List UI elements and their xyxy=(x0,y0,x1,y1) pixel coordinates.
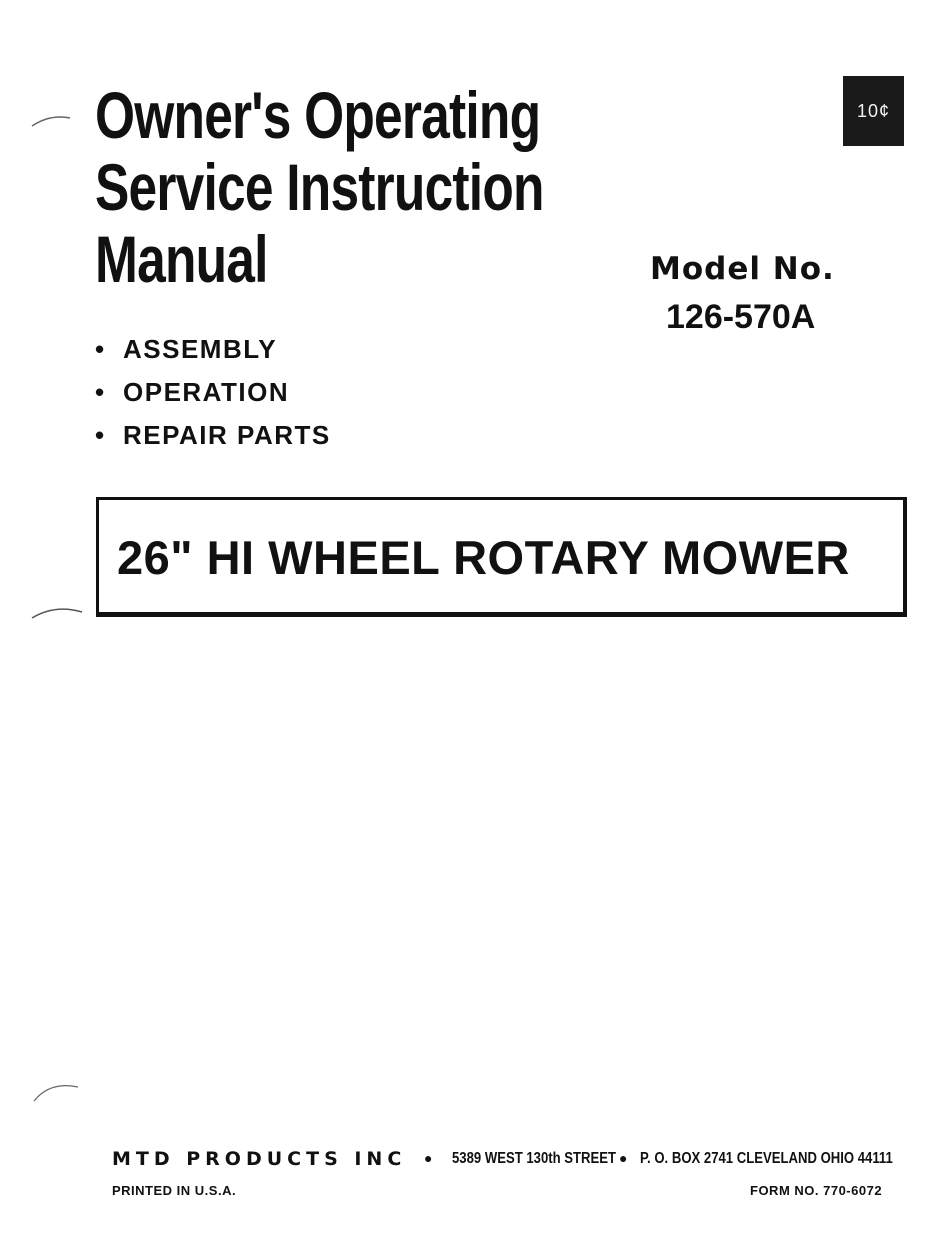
scan-mark-bottom-left xyxy=(30,1075,90,1105)
separator-dot: ● xyxy=(619,1150,628,1166)
street-address: 5389 WEST 130th STREET xyxy=(452,1150,617,1167)
bullet-dot: • xyxy=(95,420,106,450)
scan-mark-mid-left xyxy=(30,602,90,622)
title-line-3: Manual xyxy=(95,222,268,296)
title-line-2: Service Instruction xyxy=(95,150,544,224)
company-name: MTD PRODUCTS INC xyxy=(112,1148,407,1170)
po-box-address: P. O. BOX 2741 CLEVELAND OHIO 44111 xyxy=(640,1150,893,1167)
model-label: Model No. xyxy=(650,251,835,287)
product-title-box xyxy=(96,497,907,617)
section-item-label: ASSEMBLY xyxy=(123,334,278,364)
form-number: FORM NO. 770-6072 xyxy=(750,1183,883,1198)
section-item xyxy=(95,377,331,420)
title-line-1: Owner's Operating xyxy=(95,78,541,152)
scan-mark-top-left xyxy=(30,110,90,130)
price-badge: 10¢ xyxy=(843,76,904,146)
product-title: 26" HI WHEEL ROTARY MOWER xyxy=(117,531,850,584)
printed-in: PRINTED IN U.S.A. xyxy=(112,1183,237,1198)
section-list xyxy=(95,334,331,463)
section-item xyxy=(95,334,331,377)
section-item xyxy=(95,420,331,463)
separator-dot: ● xyxy=(424,1150,433,1166)
bullet-dot: • xyxy=(95,334,106,364)
bullet-dot: • xyxy=(95,377,106,407)
section-item-label: OPERATION xyxy=(123,377,290,407)
section-item-label: REPAIR PARTS xyxy=(123,420,331,450)
model-number: 126-570A xyxy=(666,298,816,336)
